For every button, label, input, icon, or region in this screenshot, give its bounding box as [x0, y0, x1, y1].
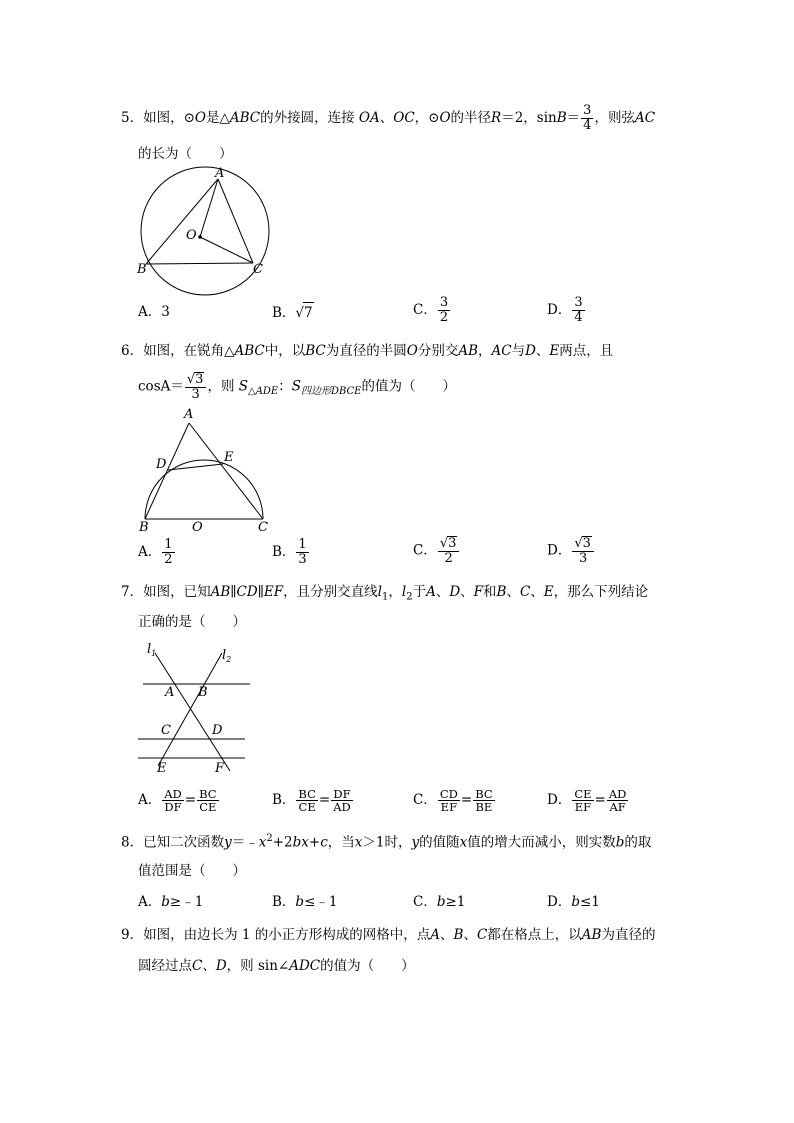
q7-option-c[interactable]: C． $\frac{CD}{EF}$ = $\frac{BC}{BE}$: [413, 787, 493, 814]
q5-stem-line2: 的长为（ ）: [138, 146, 233, 162]
q6-option-a[interactable]: A． $\frac{1}{2}$: [138, 537, 173, 567]
q6-line-AC: [189, 423, 263, 519]
q5-label-A: A: [215, 166, 225, 181]
q5-line-OC: [200, 237, 253, 263]
q7-line-l1: [155, 653, 230, 771]
q5-option-d[interactable]: D． $\frac{3}{4}$: [547, 295, 583, 325]
q7-stem-line1: 7．如图，已知AB∥CD∥EF，且分别交直线$l_1$，$l_2$于A、D、F和B、C、E，那么下列结论: [121, 584, 649, 603]
q5-stem-line1: 5．如图，⊙O是△ABC的外接圆，连接 OA、OC，⊙O的半径R＝2，sinB＝ $\frac{3}{4}$ ，则弦AC: [121, 103, 656, 133]
q8-stem-line1: 8．已知二次函数$y=﹣x^2+2bx+c$，当x＞1时，y的值随x值的增大而减小，则实数b的取: [121, 833, 652, 851]
q6-stem-line1: 6．如图，在锐角△ABC中，以BC为直径的半圆O分别交AB，AC与D、E两点，且: [121, 343, 614, 359]
q8-option-d[interactable]: D．b≤1: [547, 894, 600, 910]
q7-label-l1: $l_1$: [147, 642, 157, 658]
q7-label-A: A: [165, 685, 175, 700]
q8-option-b[interactable]: B．b≤﹣1: [272, 894, 338, 910]
q9-stem-line1: 9．如图，由边长为 1 的小正方形构成的网格中，点A、B、C都在格点上，以AB为直径的: [121, 927, 656, 943]
q7-label-C: C: [161, 723, 171, 738]
q6-option-d[interactable]: D． √ 3 3: [547, 536, 595, 566]
q6-label-O: O: [192, 520, 203, 535]
q5-option-b[interactable]: B．√ 7: [272, 302, 314, 323]
q6-option-c[interactable]: C． √ 3 2: [413, 536, 460, 566]
q7-option-a[interactable]: A． $\frac{AD}{DF}$ = $\frac{BC}{CE}$: [138, 787, 217, 814]
q6-line-AB: [145, 423, 189, 519]
q5-center-point: [198, 235, 202, 239]
q6-label-D: D: [156, 457, 167, 472]
q5-label-O: O: [186, 228, 197, 243]
q7-label-F: F: [215, 761, 225, 776]
q5-figure: [136, 168, 276, 288]
q6-fraction: √ 3 3: [185, 372, 207, 402]
q5-line-AC: [218, 179, 253, 263]
q8-option-a[interactable]: A．b≥﹣1: [138, 894, 204, 910]
q6-label-B: B: [139, 520, 149, 535]
q7-option-b[interactable]: B． $\frac{BC}{CE}$ = $\frac{DF}{AD}$: [272, 787, 351, 814]
q7-line-l2: [158, 653, 222, 766]
q7-label-E: E: [157, 761, 167, 776]
q6-stem-line2: cosA＝ √ 3 3 ，则 $S_{\triangle ADE}$：$S_{四边形DBCE}$的值为（ ）: [138, 372, 456, 402]
q6-figure: [136, 405, 276, 535]
q7-label-l2: $l_2$: [222, 648, 232, 664]
q8-stem-line2: 值范围是（ ）: [138, 863, 246, 879]
q5-option-c[interactable]: C． $\frac{3}{2}$: [413, 295, 449, 325]
q5-label-C: C: [253, 262, 263, 277]
sqrt-symbol: √ 7: [295, 302, 313, 323]
q7-label-D: D: [212, 723, 223, 738]
q7-figure: [136, 643, 256, 778]
q7-label-B: B: [198, 685, 208, 700]
q5-line-AB: [146, 179, 218, 264]
q8-option-c[interactable]: C．b≥1: [413, 894, 466, 910]
q6-option-b[interactable]: B． $\frac{1}{3}$: [272, 537, 307, 567]
q6-label-A: A: [184, 407, 194, 422]
q5-option-a[interactable]: A．3: [138, 304, 170, 320]
q6-label-C: C: [258, 520, 268, 535]
q7-option-d[interactable]: D． $\frac{CE}{EF}$ = $\frac{AD}{AF}$: [547, 787, 627, 814]
q5-label-B: B: [137, 262, 147, 277]
q5-line-BC: [146, 263, 253, 264]
q9-stem-line2: 圆经过点C、D，则 sin∠ADC的值为（ ）: [138, 958, 415, 974]
q5-line-OA: [200, 179, 218, 237]
q5-circle: [141, 167, 269, 295]
q5-fraction: $\frac{3}{4}$: [583, 103, 592, 133]
q7-stem-line2: 正确的是（ ）: [138, 614, 246, 630]
q6-label-E: E: [224, 450, 234, 465]
